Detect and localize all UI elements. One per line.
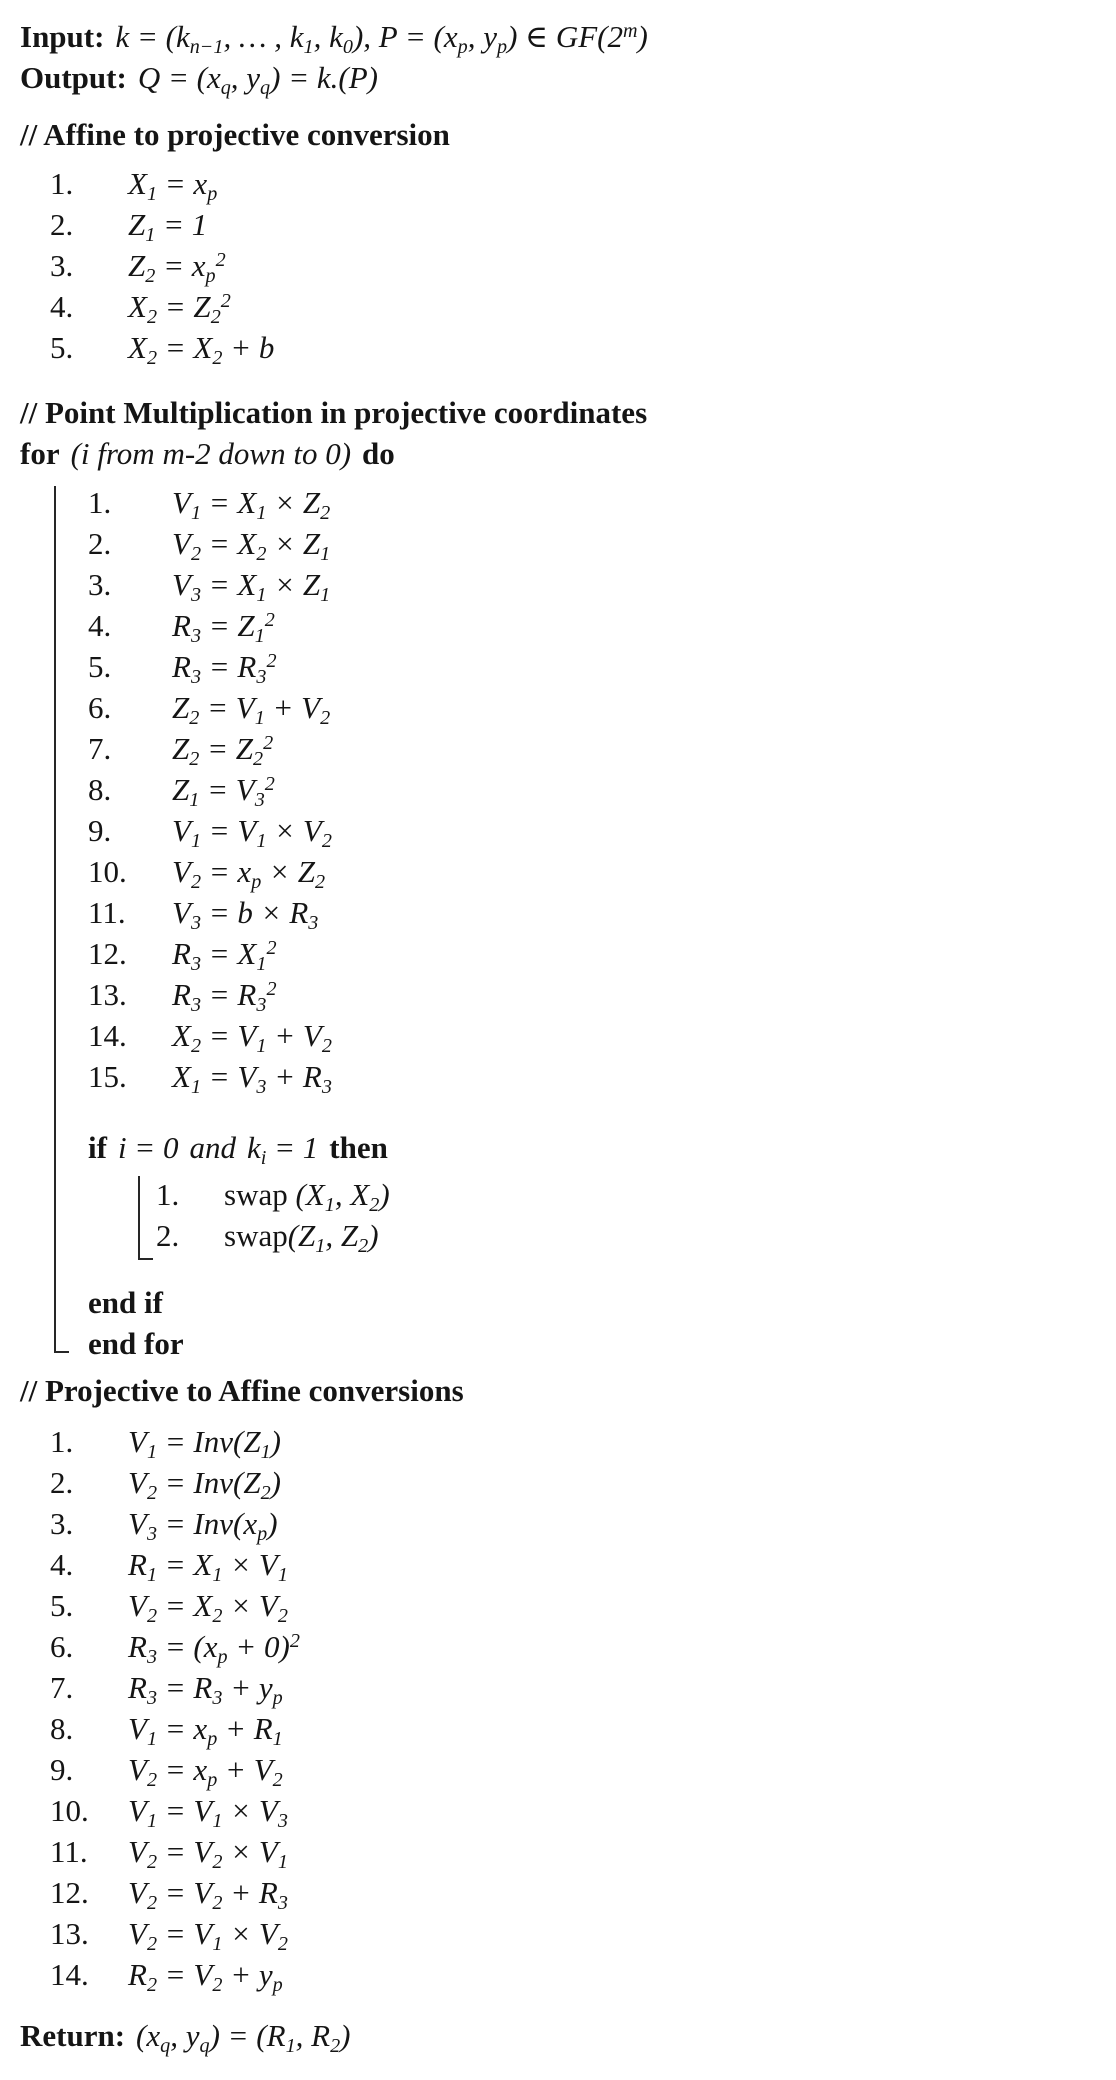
step-expression: $Z_2 = x_p^2$ xyxy=(128,248,226,288)
step-expression: $V_1 = X_1 \times Z_2$ xyxy=(172,485,331,525)
step-expression: $V_2 = Inv(Z_2)$ xyxy=(128,1465,281,1505)
if-scope-bracket xyxy=(138,1176,153,1260)
step-expression: $V_2 = X_2 \times Z_1$ xyxy=(172,526,331,566)
step-row xyxy=(20,646,1096,687)
step-expression: $V_2 = X_2 \times V_2$ xyxy=(128,1588,288,1628)
step-number: 2. xyxy=(50,207,74,242)
step-number: 5. xyxy=(50,1588,74,1623)
step-row xyxy=(20,1585,1096,1626)
step-row xyxy=(20,1544,1096,1585)
multiplication-section-comment: // Point Multiplication in projective coordinates xyxy=(20,395,648,430)
step-row xyxy=(20,769,1096,810)
and-keyword: and xyxy=(189,1130,236,1165)
step-number: 8. xyxy=(88,772,112,807)
step-number: 9. xyxy=(88,813,112,848)
step-number: 10. xyxy=(88,854,127,889)
step-expression: $V_2 = V_2 \times V_1$ xyxy=(128,1834,288,1874)
step-row xyxy=(20,1790,1096,1831)
step-number: 6. xyxy=(50,1629,74,1664)
step-expression: $R_3 = (x_p + 0)^2$ xyxy=(128,1629,300,1669)
step-expression: $X_1 = V_3 + R_3$ xyxy=(172,1059,332,1099)
step-expression: $V_3 = b \times R_3$ xyxy=(172,895,319,935)
step-row xyxy=(20,482,1096,523)
step-number: 5. xyxy=(88,649,112,684)
step-number: 1. xyxy=(156,1177,180,1212)
step-row xyxy=(20,1954,1096,1995)
step-expression: $R_3 = R_3^2$ xyxy=(172,977,277,1017)
step-number: 7. xyxy=(88,731,112,766)
step-expression: $V_2 = V_1 \times V_2$ xyxy=(128,1916,288,1956)
step-row xyxy=(20,974,1096,1015)
step-number: 12. xyxy=(50,1875,89,1910)
step-number: 11. xyxy=(88,895,126,930)
step-number: 4. xyxy=(50,289,74,324)
step-expression: $R_3 = X_1^2$ xyxy=(172,936,277,976)
step-expression: $R_3 = R_3 + y_p$ xyxy=(128,1670,283,1710)
step-number: 2. xyxy=(50,1465,74,1500)
step-number: 9. xyxy=(50,1752,74,1787)
step-row xyxy=(20,1667,1096,1708)
step-number: 6. xyxy=(88,690,112,725)
step-row xyxy=(20,1421,1096,1462)
step-row xyxy=(20,687,1096,728)
output-expression: $Q = (x_q$, $y_q) = k.(P)$ xyxy=(137,60,378,100)
step-expression: $Z_1 = V_3^2$ xyxy=(172,772,275,812)
step-row xyxy=(20,810,1096,851)
step-row xyxy=(20,851,1096,892)
step-number: 8. xyxy=(50,1711,74,1746)
step-row xyxy=(20,286,1096,327)
step-row xyxy=(20,163,1096,204)
end-if-keyword: end if xyxy=(88,1285,163,1320)
step-number: 4. xyxy=(50,1547,74,1582)
step-row xyxy=(20,204,1096,245)
step-row xyxy=(20,1626,1096,1667)
step-expression: $R_1 = X_1 \times V_1$ xyxy=(128,1547,288,1587)
then-keyword: then xyxy=(329,1130,388,1165)
step-number: 14. xyxy=(50,1957,89,1992)
output-line xyxy=(20,57,1096,98)
step-row xyxy=(20,1913,1096,1954)
step-expression: $V_1 = x_p + R_1$ xyxy=(128,1711,283,1751)
step-row xyxy=(20,1831,1096,1872)
step-number: 2. xyxy=(156,1218,180,1253)
step-number: 12. xyxy=(88,936,127,971)
loop-steps-list xyxy=(20,482,1096,1097)
step-row xyxy=(20,605,1096,646)
step-number: 4. xyxy=(88,608,112,643)
step-number: 1. xyxy=(50,1424,74,1459)
swap-steps-list xyxy=(20,1174,1096,1256)
step-number: 14. xyxy=(88,1018,127,1053)
step-row xyxy=(20,1174,1096,1215)
input-line xyxy=(20,16,1096,57)
step-number: 2. xyxy=(88,526,112,561)
for-keyword: for xyxy=(20,436,60,471)
step-number: 1. xyxy=(50,166,74,201)
do-keyword: do xyxy=(362,436,395,471)
step-row xyxy=(20,327,1096,368)
step-number: 13. xyxy=(50,1916,89,1951)
step-expression: $Z_2 = V_1 + V_2$ xyxy=(172,690,331,730)
step-row xyxy=(20,1462,1096,1503)
step-expression: $V_2 = V_2 + R_3$ xyxy=(128,1875,288,1915)
step-expression: $Z_1 = 1$ xyxy=(128,207,208,247)
step-expression: $R_3 = R_3^2$ xyxy=(172,649,277,689)
step-number: 3. xyxy=(88,567,112,602)
step-number: 1. xyxy=(88,485,112,520)
step-row xyxy=(20,1215,1096,1256)
step-expression: $V_3 = X_1 \times Z_1$ xyxy=(172,567,331,607)
output-label: Output: xyxy=(20,60,127,95)
step-number: 7. xyxy=(50,1670,74,1705)
step-row xyxy=(20,1872,1096,1913)
if-condition-2: $k_i = 1$ xyxy=(246,1130,319,1170)
step-row xyxy=(20,245,1096,286)
step-row xyxy=(20,1015,1096,1056)
step-number: 15. xyxy=(88,1059,127,1094)
step-row xyxy=(20,728,1096,769)
step-expression: $Z_2 = Z_2^2$ xyxy=(172,731,274,771)
if-block-body xyxy=(20,1174,1096,1268)
step-row xyxy=(20,564,1096,605)
step-number: 3. xyxy=(50,248,74,283)
step-number: 3. xyxy=(50,1506,74,1541)
projective-section-comment: // Projective to Affine conversions xyxy=(20,1373,464,1408)
step-expression: $X_2 = Z_2^2$ xyxy=(128,289,231,329)
if-keyword: if xyxy=(88,1130,107,1165)
step-row xyxy=(20,1708,1096,1749)
step-expression: $X_1 = x_p$ xyxy=(128,166,218,206)
step-expression: $V_1 = V_1 \times V_2$ xyxy=(172,813,332,853)
input-expression: $k = (k_{n-1}$, … , $k_1$, $k_0$), $P = (x_p$, $y_p$) ∈ GF(2$^m$) xyxy=(115,19,648,59)
for-condition: (i from m-2 down to 0) xyxy=(70,436,352,471)
step-number: 11. xyxy=(50,1834,88,1869)
return-expression: ($x_q$, $y_q) = (R_1$, $R_2$) xyxy=(136,2018,351,2058)
step-row xyxy=(20,892,1096,933)
if-line xyxy=(88,1127,1096,1168)
affine-steps-list xyxy=(20,163,1096,368)
step-row xyxy=(20,933,1096,974)
projective-steps-list xyxy=(20,1421,1096,1995)
step-expression: swap ($X_1$, $X_2$) xyxy=(224,1177,390,1217)
step-expression: $R_2 = V_2 + y_p$ xyxy=(128,1957,283,1997)
step-expression: $V_2 = x_p \times Z_2$ xyxy=(172,854,326,894)
step-expression: $R_3 = Z_1^2$ xyxy=(172,608,275,648)
step-row xyxy=(20,523,1096,564)
step-number: 5. xyxy=(50,330,74,365)
return-line xyxy=(20,2015,1096,2056)
end-for-keyword: end for xyxy=(88,1326,184,1361)
step-expression: $swap(Z_1$, $Z_2$) xyxy=(224,1218,379,1258)
for-loop-body xyxy=(20,482,1096,1364)
input-label: Input: xyxy=(20,19,105,54)
step-expression: $X_2 = V_1 + V_2$ xyxy=(172,1018,332,1058)
step-expression: $V_2 = x_p + V_2$ xyxy=(128,1752,283,1792)
affine-section-comment: // Affine to projective conversion xyxy=(20,117,450,152)
step-expression: $V_3 = Inv(x_p)$ xyxy=(128,1506,278,1546)
step-expression: $X_2 = X_2 + b$ xyxy=(128,330,275,370)
step-row xyxy=(20,1503,1096,1544)
if-condition-1: i = 0 xyxy=(117,1130,179,1165)
step-row xyxy=(20,1749,1096,1790)
step-expression: $V_1 = V_1 \times V_3$ xyxy=(128,1793,288,1833)
step-number: 10. xyxy=(50,1793,89,1828)
for-line xyxy=(20,433,1096,474)
step-row xyxy=(20,1056,1096,1097)
step-expression: $V_1 = Inv(Z_1)$ xyxy=(128,1424,281,1464)
return-label: Return: xyxy=(20,2018,126,2053)
step-number: 13. xyxy=(88,977,127,1012)
